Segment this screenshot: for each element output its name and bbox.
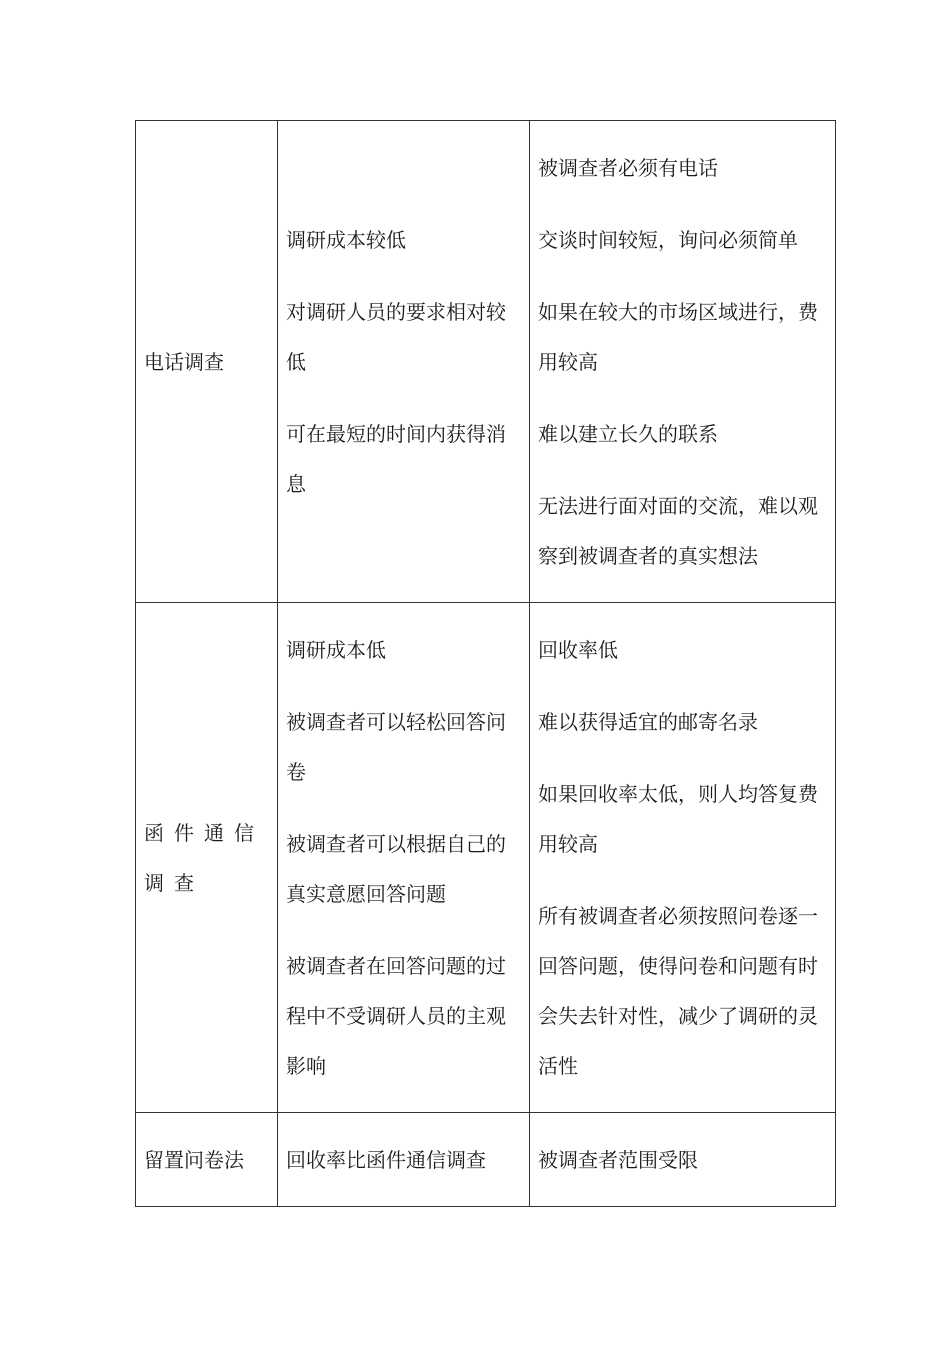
disadvantage-item: 无法进行面对面的交流，难以观察到被调查者的真实想法 bbox=[538, 493, 818, 568]
disadvantage-item: 回收率低 bbox=[538, 637, 618, 662]
disadvantage-item: 被调查者范围受限 bbox=[538, 1147, 698, 1172]
advantage-item: 可在最短的时间内获得消息 bbox=[286, 421, 506, 496]
disadvantage-item: 交谈时间较短，询问必须简单 bbox=[538, 227, 798, 252]
disadvantage-item: 所有被调查者必须按照问卷逐一回答问题，使得问卷和问题有时会失去针对性，减少了调研的灵活性 bbox=[538, 903, 818, 1078]
method-cell bbox=[136, 121, 278, 603]
table-row bbox=[136, 121, 836, 603]
method-label: 函件通信调查 bbox=[144, 820, 264, 895]
disadvantage-item: 难以建立长久的联系 bbox=[538, 421, 718, 446]
advantages-cell bbox=[278, 121, 530, 603]
advantage-item: 被调查者可以轻松回答问卷 bbox=[286, 709, 506, 784]
disadvantages-cell bbox=[530, 121, 836, 603]
disadvantages-cell bbox=[530, 603, 836, 1113]
table-row bbox=[136, 1113, 836, 1207]
advantages-cell bbox=[278, 603, 530, 1113]
comparison-table bbox=[135, 120, 836, 1207]
table-row bbox=[136, 603, 836, 1113]
method-label: 电话调查 bbox=[144, 349, 224, 374]
disadvantage-item: 如果在较大的市场区域进行，费用较高 bbox=[538, 299, 818, 374]
method-label: 留置问卷法 bbox=[144, 1147, 244, 1172]
advantage-item: 调研成本低 bbox=[286, 637, 386, 662]
advantage-item: 被调查者可以根据自己的真实意愿回答问题 bbox=[286, 831, 506, 906]
advantages-cell bbox=[278, 1113, 530, 1207]
advantage-item: 调研成本较低 bbox=[286, 227, 406, 252]
disadvantage-item: 难以获得适宜的邮寄名录 bbox=[538, 709, 758, 734]
advantage-item: 被调查者在回答问题的过程中不受调研人员的主观影响 bbox=[286, 953, 506, 1078]
disadvantages-cell bbox=[530, 1113, 836, 1207]
disadvantage-item: 被调查者必须有电话 bbox=[538, 155, 718, 180]
advantage-item: 回收率比函件通信调查 bbox=[286, 1147, 486, 1172]
advantage-item: 对调研人员的要求相对较低 bbox=[286, 299, 506, 374]
disadvantage-item: 如果回收率太低，则人均答复费用较高 bbox=[538, 781, 818, 856]
method-cell bbox=[136, 1113, 278, 1207]
method-cell bbox=[136, 603, 278, 1113]
